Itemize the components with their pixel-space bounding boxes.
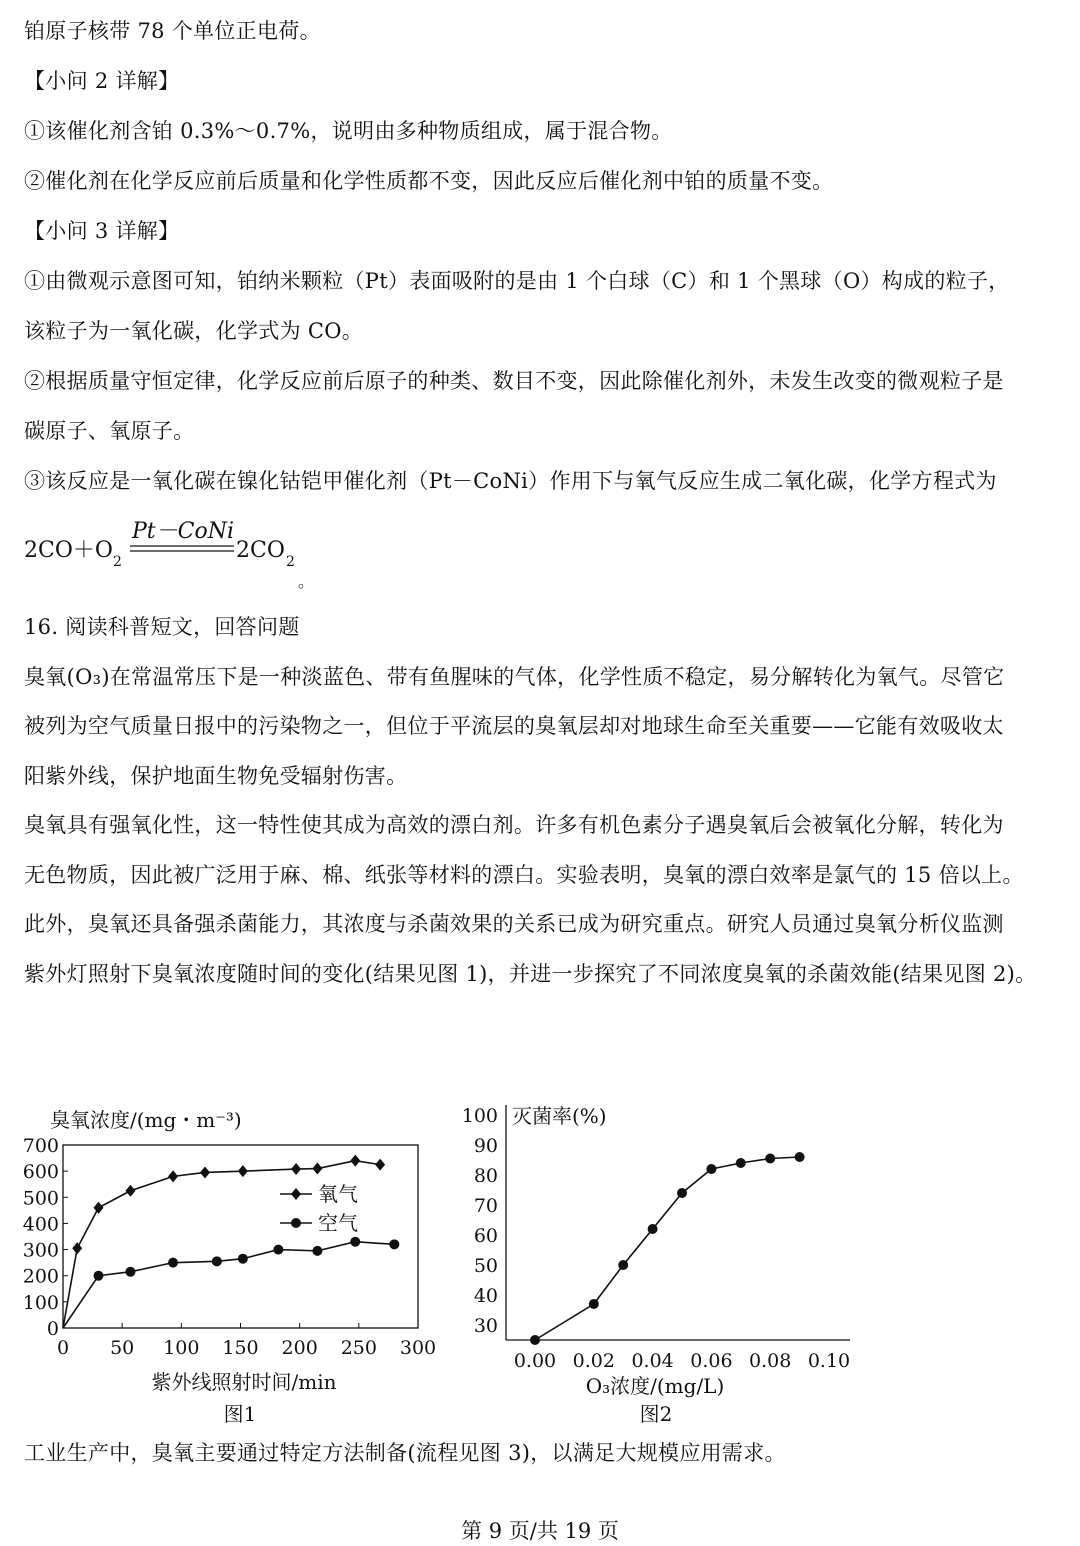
fig2-point: [677, 1188, 687, 1198]
text-line-12: 臭氧(O₃)在常温常压下是一种淡蓝色、带有鱼腥味的气体，化学性质不稳定，易分解转化为氧气。尽管它: [24, 665, 1005, 689]
fig1-oxygen-point: [375, 1159, 385, 1171]
equation-period: 。: [298, 572, 315, 591]
fig1-xtick-label: 300: [399, 1337, 437, 1359]
fig1-xtick-label: 100: [163, 1337, 200, 1359]
text-line-14: 阳紫外线，保护地面生物免受辐射伤害。: [24, 764, 408, 788]
legend-air-marker: [291, 1218, 301, 1228]
fig1-ytick-label: 300: [22, 1239, 59, 1262]
fig2-ytick-label: 30: [473, 1315, 498, 1337]
fig1-oxygen-point: [312, 1163, 322, 1175]
fig1-ytick-label: 200: [22, 1265, 59, 1288]
text-line-9: 碳原子、氧原子。: [24, 419, 195, 443]
text-line-3: ①该催化剂含铂 0.3%～0.7%，说明由多种物质组成，属于混合物。: [24, 119, 673, 143]
text-line-18: 紫外灯照射下臭氧浓度随时间的变化(结果见图 1)，并进一步探究了不同浓度臭氧的杀菌效能(结果见图 2)。: [24, 962, 1037, 986]
fig1-oxygen-point: [350, 1155, 360, 1167]
fig2-ytick-label: 80: [473, 1165, 498, 1187]
text-line-6: ①由微观示意图可知，铂纳米颗粒（Pt）表面吸附的是由 1 个白球（C）和 1 个黑球（O）构成的粒子，: [24, 269, 1010, 293]
fig1-air-point: [212, 1256, 222, 1266]
fig1-oxygen-point: [238, 1165, 248, 1177]
fig1-legend: [280, 1182, 358, 1235]
fig1-air-point: [94, 1271, 104, 1281]
fig2-ytick-label: 100: [461, 1105, 498, 1127]
fig1-ylabel: 臭氧浓度/(mg・m⁻³): [50, 1108, 242, 1132]
fig2-title: 图2: [639, 1402, 673, 1426]
fig2-xtick-label: 0.00: [513, 1350, 557, 1372]
fig1-air-point: [312, 1246, 322, 1256]
fig1-oxygen-point: [72, 1242, 82, 1254]
fig1-xtick-label: 0: [56, 1337, 70, 1359]
subquestion-3-heading: 【小问 3 详解】: [24, 219, 180, 243]
fig2-xtick-label: 0.04: [631, 1350, 674, 1372]
fig1-oxygen-point: [125, 1185, 135, 1197]
fig1-oxygen-point: [94, 1202, 104, 1214]
fig2-ytick-label: 90: [473, 1135, 498, 1157]
fig2-xtick-label: 0.06: [690, 1350, 733, 1372]
fig1-ytick-label: 100: [22, 1291, 59, 1314]
fig1-xlabel: 紫外线照射时间/min: [151, 1370, 337, 1394]
text-line-13: 被列为空气质量日报中的污染物之一，但位于平流层的臭氧层却对地球生命至关重要——它能有效吸收太: [24, 714, 1004, 738]
fig2-point: [648, 1224, 658, 1234]
fig1-ytick-label: 500: [22, 1187, 59, 1210]
fig2-xtick-label: 0.02: [572, 1350, 615, 1372]
fig2-ytick-label: 50: [473, 1255, 498, 1277]
fig2-point: [589, 1299, 599, 1309]
fig1-ytick-label: 0: [46, 1318, 59, 1340]
text-line-19: 工业生产中，臭氧主要通过特定方法制备(流程见图 3)，以满足大规模应用需求。: [24, 1441, 786, 1465]
legend-oxygen-label: 氧气: [318, 1182, 358, 1206]
fig2-point: [706, 1164, 716, 1174]
fig2-ytick-label: 40: [473, 1285, 498, 1307]
text-line-15: 臭氧具有强氧化性，这一特性使其成为高效的漂白剂。许多有机色素分子遇臭氧后会被氧化分解，转化为: [24, 813, 1004, 837]
text-line-1: 铂原子核带 78 个单位正电荷。: [24, 19, 321, 43]
equation-right: 2CO: [236, 538, 285, 563]
fig2-point: [618, 1260, 628, 1270]
fig1-oxygen-point: [200, 1166, 210, 1178]
fig1-ytick-label: 400: [22, 1213, 59, 1236]
fig2-point: [765, 1154, 775, 1164]
fig1-title: 图1: [223, 1402, 257, 1426]
subquestion-2-heading: 【小问 2 详解】: [24, 69, 180, 93]
fig1-air-point: [125, 1267, 135, 1277]
chemical-equation: [24, 512, 324, 592]
text-line-8: ②根据质量守恒定律，化学反应前后原子的种类、数目不变，因此除催化剂外，未发生改变的微观粒子是: [24, 369, 1004, 393]
equation-catalyst: Pt－CoNi: [132, 519, 235, 544]
fig1-ytick-label: 600: [22, 1161, 59, 1184]
fig2-point: [530, 1335, 540, 1345]
fig2-point: [795, 1152, 805, 1162]
fig1-xtick-label: 50: [110, 1337, 135, 1359]
legend-air-label: 空气: [318, 1211, 358, 1235]
equation-left: 2CO＋O: [24, 538, 113, 563]
page-footer: 第 9 页/共 19 页: [461, 1519, 619, 1543]
text-line-7: 该粒子为一氧化碳，化学式为 CO。: [24, 319, 364, 343]
question-16-title: 16. 阅读科普短文，回答问题: [24, 615, 300, 639]
fig1-air-point: [389, 1239, 399, 1249]
fig1-air-point: [350, 1237, 360, 1247]
fig2-point: [736, 1158, 746, 1168]
fig1-xtick-label: 250: [340, 1337, 377, 1359]
equation-right-subscript: 2: [286, 554, 295, 570]
legend-oxygen-marker: [291, 1188, 301, 1200]
text-line-17: 此外，臭氧还具备强杀菌能力，其浓度与杀菌效果的关系已成为研究重点。研究人员通过臭氧分析仪监测: [24, 912, 1004, 936]
text-line-10: ③该反应是一氧化碳在镍化钴铠甲催化剂（Pt－CoNi）作用下与氧气反应生成二氧化碳，化学方程式为: [24, 469, 997, 493]
fig2-ylabel: 灭菌率(%): [512, 1104, 607, 1128]
figure-1-chart: [0, 1095, 440, 1440]
fig1-oxygen-point: [291, 1163, 301, 1175]
text-line-4: ②催化剂在化学反应前后质量和化学性质都不变，因此反应后催化剂中铂的质量不变。: [24, 169, 834, 193]
fig1-xtick-label: 200: [281, 1337, 318, 1359]
fig2-xtick-label: 0.10: [807, 1350, 851, 1372]
fig2-ytick-label: 60: [473, 1225, 498, 1247]
equation-left-subscript: 2: [113, 554, 122, 570]
fig2-xtick-label: 0.08: [749, 1350, 792, 1372]
fig1-ytick-label: 700: [22, 1135, 59, 1157]
fig1-air-point: [238, 1254, 248, 1264]
text-line-16: 无色物质，因此被广泛用于麻、棉、纸张等材料的漂白。实验表明，臭氧的漂白效率是氯气的 15 倍以上。: [24, 863, 1024, 887]
fig1-air-point: [273, 1245, 283, 1255]
fig2-series-line: [535, 1157, 800, 1340]
figure-2-chart: [455, 1095, 865, 1440]
fig2-xlabel: O₃浓度/(mg/L): [585, 1374, 725, 1398]
fig1-oxygen-point: [168, 1170, 178, 1182]
fig1-air-point: [168, 1258, 178, 1268]
fig2-ytick-label: 70: [473, 1195, 498, 1217]
fig1-xtick-label: 150: [222, 1337, 259, 1359]
fig1-series-line-air: [63, 1242, 394, 1328]
